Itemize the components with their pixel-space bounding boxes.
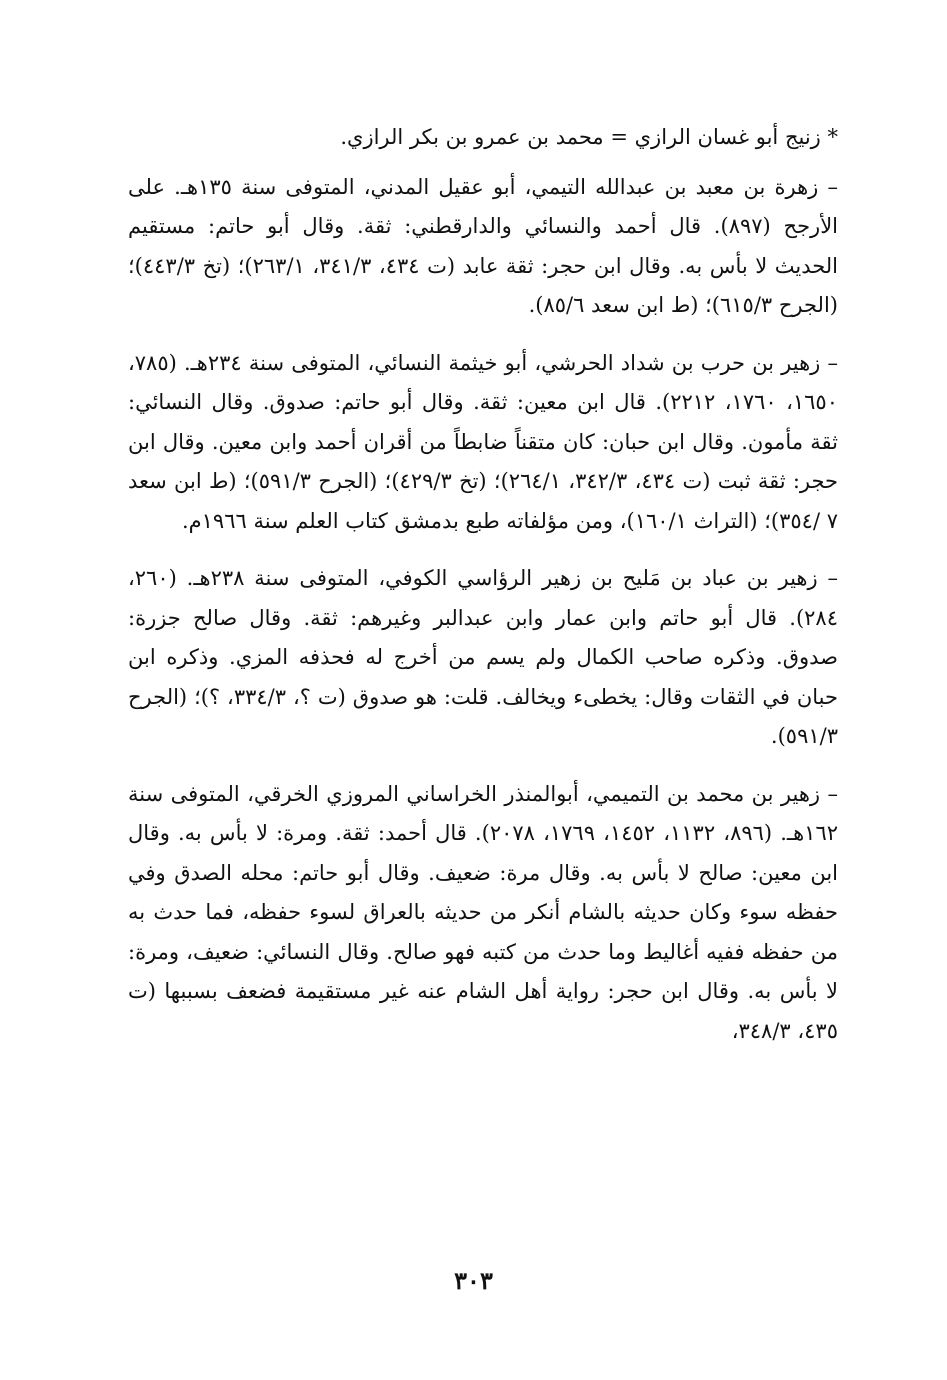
page-number: ٣٠٣: [454, 1266, 493, 1295]
entry-zuhayr-ibn-harb: – زهير بن حرب بن شداد الحرشي، أبو خيثمة النسائي، المتوفى سنة ٢٣٤هـ. (٧٨٥، ١٦٥٠، ١٧٦٠، ٢٢١٢). قال ابن معين: ثقة. وقال أبو حاتم: صدوق. وقال النسائي: ثقة مأمون. وقال ابن حبان: كان متقناً ضابطاً من أقران أحمد وابن معين. وقال ابن حجر: ثقة ثبت (ت ٤٣٤، ٣٤٢/٣، ٢٦٤/١)؛ (تخ ٤٢٩/٣)؛ (الجرح ٥٩١/٣)؛ (ط ابن سعد ٧ /٣٥٤)؛ (التراث ١٦٠/١)، ومن مؤلفاته طبع بدمشق كتاب العلم سنة ١٩٦٦م.: [128, 350, 839, 533]
entry-zuhayr-ibn-abbad: – زهير بن عباد بن مَليح بن زهير الرؤاسي الكوفي، المتوفى سنة ٢٣٨هـ. (٢٦٠، ٢٨٤). قال أبو حاتم وابن عمار وابن عبدالبر وغيرهم: ثقة. وقال صالح جزرة: صدوق. وذكره صاحب الكمال ولم يسم من أخرج له فحذفه المزي. وذكره ابن حبان في الثقات وقال: يخطىء ويخالف. قلت: هو صدوق (ت ؟، ٣٣٤/٣، ؟)؛ (الجرح ٥٩١/٣).: [128, 566, 838, 748]
entry-zuhayr-ibn-muhammad: – زهير بن محمد بن التميمي، أبوالمنذر الخراساني المروزي الخرقي، المتوفى سنة ١٦٢هـ. (٨٩٦، ١١٣٢، ١٤٥٢، ١٧٦٩، ٢٠٧٨). قال أحمد: ثقة. ومرة: لا بأس به. وقال ابن معين: صالح لا بأس به. وقال مرة: ضعيف. وقال أبو حاتم: محله الصدق وفي حفظه سوء وكان حديثه بالشام أنكر من حديثه بالعراق لسوء حفظه، فما حدث به من حفظه ففيه أغاليط وما حدث من كتبه فهو صالح. وقال النسائي: ضعيف، ومرة: لا بأس به. وقال ابن حجر: رواية أهل الشام عنه غير مستقيمة فضعف بسببها (ت ٤٣٥، ٣٤٨/٣،: [128, 781, 839, 1043]
page-body: [128, 118, 838, 1069]
entry-zahra-ibn-mabad: – زهرة بن معبد بن عبدالله التيمي، أبو عقيل المدني، المتوفى سنة ١٣٥هـ. على الأرجح (٨٩٧). قال أحمد والنسائي والدارقطني: ثقة. وقال أبو حاتم: مستقيم الحديث لا بأس به. وقال ابن حجر: ثقة عابد (ت ٤٣٤، ٣٤١/٣، ٢٦٣/١)؛ (تخ ٤٤٣/٣)؛ (الجرح ٦١٥/٣)؛ (ط ابن سعد ٨٥/٦).: [128, 174, 839, 317]
entry-zunayj: * زنيج أبو غسان الرازي = محمد بن عمرو بن بكر الرازي.: [340, 125, 838, 149]
